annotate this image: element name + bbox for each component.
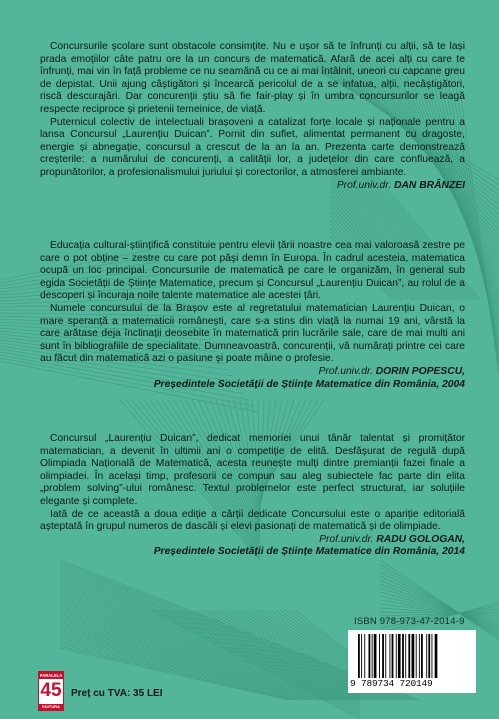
endorsement-1-paragraph-2: Puternicul colectiv de intelectuali brașoveni a catalizat forțe locale și naționale pentru a lansa Concursul „Laurențiu Duican”. Pornit din suflet, alimentat permanent cu dragoste, energie și abnegație, concursul a crescut de la an la an. Prezenta carte demonstrează creșterile: a numărului de concurenți, a calității lor, a județelor din care confluează, a propunătorilor, a profesionalismului juriului și corectorilor, a atmosferei ambiante. (40, 116, 465, 178)
signature-role-text: Președintele Societății de Științe Matematice din România, 2004 (153, 378, 465, 390)
endorsement-1-paragraph-1: Concursurile școlare sunt obstacole consimțite. Nu e ușor să te înfrunți cu alții, să te lași prada emoțiilor câte patru ore la un concurs de matematică. Afară de acei alți cu care te înfrunți, mai vin în față probleme ce nu seamănă cu ce ai mai întâlnit, uneori cu capcane greu de depistat. Unii ajung câștigători și încearcă pericolul de a se infatua, alții, necâștigători, riscă descurajări. Dar concurenții știu să fie fair-play și în umbra concursurilor se leagă respecte reciproce și prietenii temeinice, de viață. (40, 41, 465, 115)
barcode-digits: 9 789734 720149 (350, 678, 433, 689)
endorsement-1 (40, 41, 465, 192)
barcode-bar (412, 634, 415, 678)
publisher-logo-number: 45 (40, 680, 62, 701)
barcode-bar (402, 634, 404, 678)
endorsement-2-paragraph-2: Numele concursului de la Brașov este al regretatului matematician Laurențiu Duican, o mare speranță a matematicii românești, care s-a stins din viață la numai 19 ani, vârstă la care arătase deja înclinații deosebite în matematică prin lucrările sale, care de mai multi ani sunt în bibliografiile de specialitate. Dumneavoastră, concurenții, vă numărați printre cei care au făcut din matematică azi o pasiune și poate mâine o profesie. (40, 302, 465, 365)
barcode (348, 630, 476, 693)
barcode-bar (390, 634, 391, 678)
barcode-bar (435, 634, 438, 678)
isbn-label: ISBN 978-973-47-2014-9 (354, 616, 465, 627)
signature-title: Prof.univ.dr. (319, 533, 374, 545)
endorsement-3-paragraph-1: Concursul „Laurențiu Duican”, dedicat memoriei unui tânăr talentat și promițător matematician, a devenit în ultimii ani o competiție de elită. Desfășurat de regulă după Olimpiada Națională de Matematică, acesta reunește mulți dintre premianții fazei finale a olimpiadei. În același timp, profesorii ce compun sau aleg subiectele fac parte din elita „problem solving”-ului românesc. Textul problemelor este perfect structurat, iar soluțiile elegante și complete. (40, 433, 465, 507)
decor-line (60, 576, 396, 700)
barcode-bar (396, 634, 397, 678)
endorsement-2-paragraph-1: Educația cultural-științifică constituie pentru elevii țării noastre cea mai valoroasă zestre pe care o pot obține – zestre cu care pot păși demn în Europa. În cadrul acesteia, matematica ocupă un loc principal. Concursurile de matematică pe care le organizăm, în general sub egida Societății de Științe Matematice, precum și Concursul „Laurențiu Duican”, au rolul de a descoperi și încuraja noile talente matematice ale acestei țări. (40, 240, 465, 302)
barcode-bar (392, 634, 394, 678)
signature-popescu (40, 366, 465, 379)
barcode-bar (382, 634, 384, 678)
barcode-bar (432, 634, 433, 678)
signature-role (40, 379, 465, 392)
publisher-logo (38, 671, 64, 711)
endorsement-3-paragraph-2: Iată de ce această a doua ediție a cărții dedicate Concursului este o apariție editorială așteptată în grupul numeros de dascăli și elevi pasionați de matematică și de olimpiade. (40, 508, 465, 533)
barcode-bar (405, 634, 406, 678)
publisher-logo-top: PARALELA (39, 673, 63, 678)
signature-title: Prof.univ.dr. (318, 365, 373, 377)
barcode-bar (385, 634, 386, 678)
decor-line (195, 610, 360, 701)
decor-line (60, 598, 363, 700)
barcode-bar (358, 634, 360, 678)
barcode-bar (428, 634, 430, 678)
barcode-bar (421, 634, 423, 678)
publisher-logo-bottom: EDITURA (39, 704, 63, 710)
barcode-bar (369, 634, 371, 678)
signature-name: RADU GOLOGAN, (376, 533, 465, 545)
signature-role-text: Președintele Societății de Științe Matematice din România, 2014 (153, 546, 465, 558)
price-label: Preț cu TVA: 35 LEI (71, 688, 163, 699)
barcode-bar (398, 634, 401, 678)
signature-name: DORIN POPESCU, (375, 365, 465, 377)
decor-line (60, 594, 369, 700)
barcode-bar (374, 634, 377, 678)
decor-line (60, 604, 354, 700)
barcode-bar (426, 634, 427, 678)
signature-title: Prof.univ.dr. (336, 179, 392, 191)
barcode-bar (372, 634, 373, 678)
signature-role (40, 546, 465, 559)
barcode-bar (379, 634, 380, 678)
barcode-bar (361, 634, 362, 678)
signature-branzei (40, 180, 465, 193)
endorsement-3 (40, 433, 465, 559)
barcode-bar (419, 634, 420, 678)
endorsement-2 (40, 240, 465, 391)
barcode-bar (408, 634, 410, 678)
barcode-bars (358, 634, 466, 678)
barcode-bar (416, 634, 417, 678)
signature-gologan (40, 534, 465, 547)
signature-name: DAN BRÂNZEI (394, 179, 465, 191)
barcode-bar (364, 634, 365, 678)
